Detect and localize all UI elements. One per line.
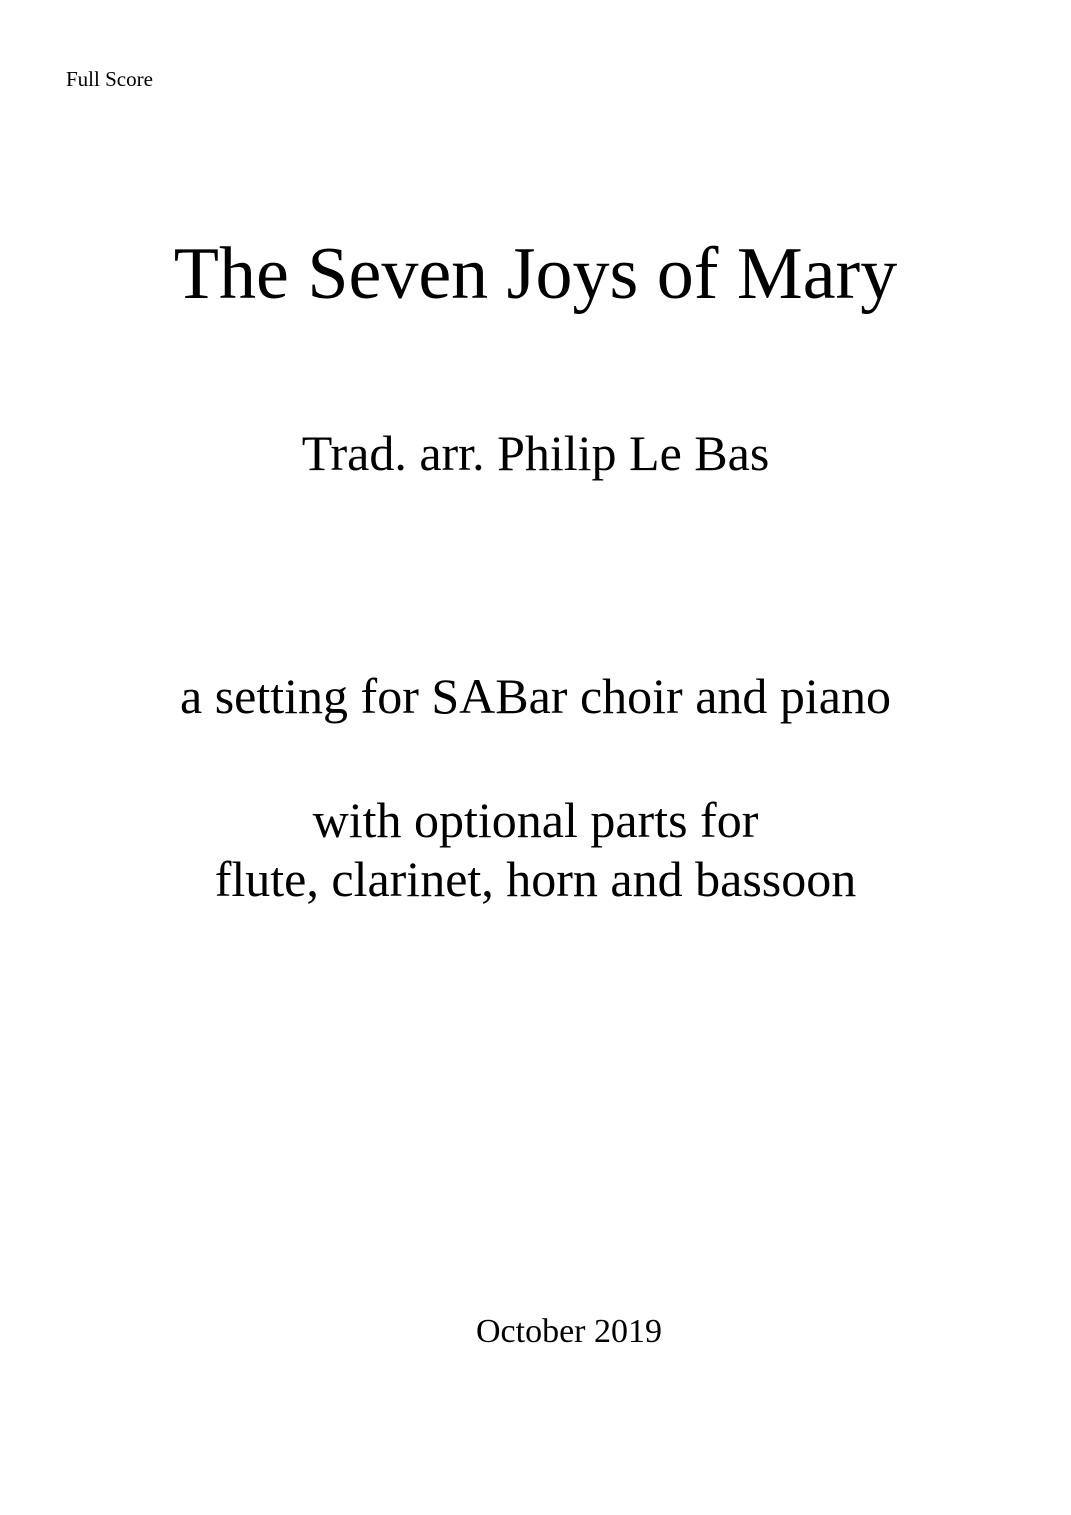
arranger-credit: Trad. arr. Philip Le Bas <box>301 425 770 481</box>
optional-parts-intro: with optional parts for <box>312 792 759 848</box>
setting-description: a setting for SABar choir and piano <box>180 668 891 724</box>
optional-instruments-list: flute, clarinet, horn and bassoon <box>214 851 857 907</box>
page-title: The Seven Joys of Mary <box>173 233 898 315</box>
score-type-label: Full Score <box>66 67 153 91</box>
composition-date: October 2019 <box>476 1313 663 1350</box>
